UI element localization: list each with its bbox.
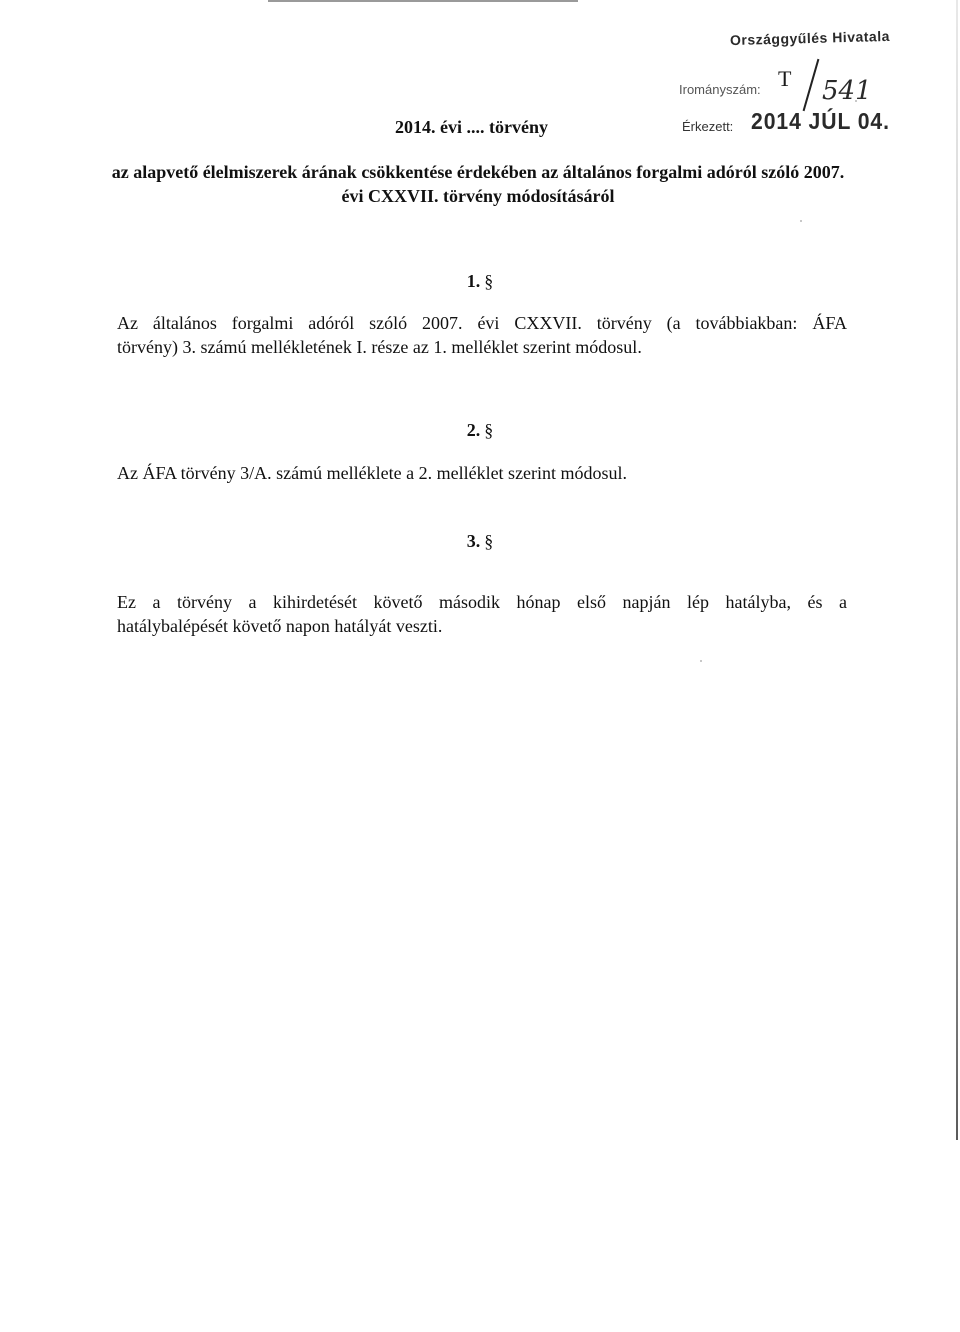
scan-artifact-right-edge xyxy=(956,0,958,1140)
section-heading-3 xyxy=(0,531,960,552)
stamp-registration-value: T xyxy=(778,66,792,91)
stamp-slash-mark xyxy=(803,59,820,111)
section-3-paragraph xyxy=(117,590,847,638)
section-1-paragraph xyxy=(117,311,847,359)
scan-speck xyxy=(700,660,702,662)
paragraph-line: törvény) 3. számú mellékletének I. része az 1. melléklet szerint módosul. xyxy=(117,337,642,357)
law-title: az alapvető élelmiszerek árának csökkentése érdekében az általános forgalmi adóról szóló 2007. évi CXXVII. törvény módosításáról xyxy=(111,162,845,206)
section-number: 3. xyxy=(466,531,481,551)
stamp-received-label: Érkezett: xyxy=(682,119,734,134)
stamp-registration-label: Irományszám: xyxy=(679,82,761,97)
stamp-handwritten-number: 541 xyxy=(822,76,872,106)
section-heading-2 xyxy=(0,420,960,441)
paragraph-line: Az általános forgalmi adóról szóló 2007. évi CXXVII. törvény (a továbbiakban: ÁFA xyxy=(117,313,847,333)
scan-speck xyxy=(800,220,802,222)
section-number: 2. xyxy=(466,420,481,440)
paragraph-line: Az ÁFA törvény 3/A. számú melléklete a 2. melléklet szerint módosul. xyxy=(117,463,628,483)
paragraph-line: hatálybalépését követő napon hatályát veszti. xyxy=(117,616,443,636)
section-sign: § xyxy=(484,420,494,440)
section-sign: § xyxy=(484,271,494,291)
section-sign: § xyxy=(484,531,494,551)
section-heading-1 xyxy=(0,271,960,292)
section-number: 1. xyxy=(466,271,481,291)
section-2-paragraph xyxy=(117,461,847,485)
stamp-office-name: Országgyűlés Hivatala xyxy=(729,27,891,49)
paragraph-line: Ez a törvény a kihirdetését követő második hónap első napján lép hatályba, és a xyxy=(117,592,847,612)
law-number: 2014. évi .... törvény xyxy=(395,117,548,137)
stamp-received-date: 2014 JÚL 04. xyxy=(751,108,890,134)
